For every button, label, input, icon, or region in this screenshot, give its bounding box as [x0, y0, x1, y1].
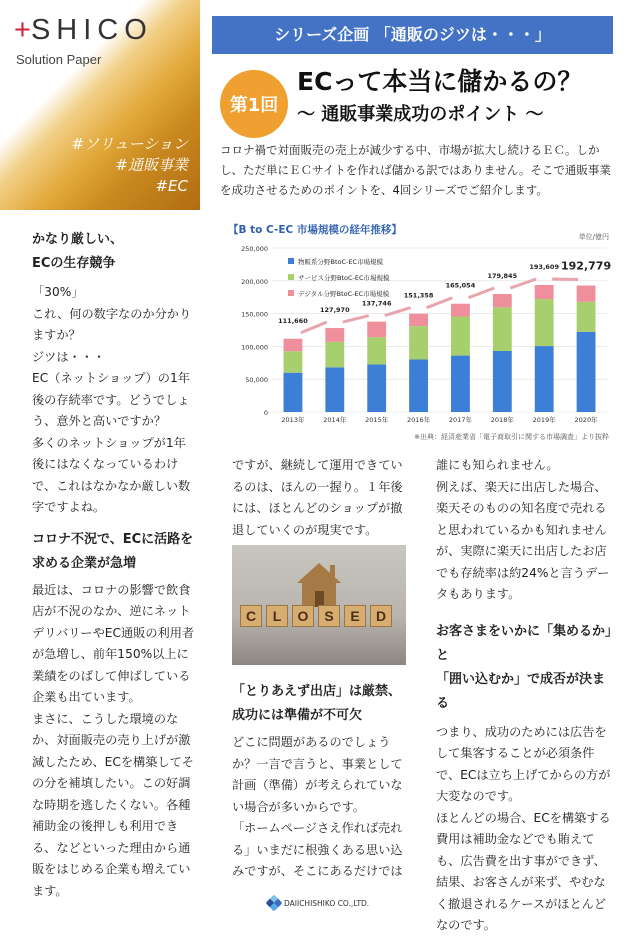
paragraph: 多くのネットショップが1年後にはなくなっているわけで、これはなかなか厳しい数字ですよね。: [32, 435, 191, 514]
bar-segment: [451, 304, 470, 317]
legend-label: 物販系分野BtoC-EC市場規模: [298, 258, 384, 266]
bar-segment: [493, 294, 512, 307]
bar-segment: [451, 356, 470, 412]
bar-segment: [577, 302, 596, 332]
bar-segment: [493, 351, 512, 412]
left-column: [32, 228, 197, 902]
chart-svg: [222, 220, 617, 430]
letter-block: L: [266, 605, 288, 627]
paragraph: 「30%」: [32, 285, 84, 299]
bar-segment: [535, 346, 554, 412]
hashtags: [71, 134, 188, 197]
total-label: 127,970: [320, 306, 350, 315]
right-column: [436, 455, 613, 937]
section-heading: ECの生存競争: [32, 256, 116, 271]
x-tick-label: 2018年: [490, 416, 514, 424]
chart-title: 【B to C-EC 市場規模の経年推移】: [228, 224, 402, 236]
page-subtitle: ～ 通販事業成功のポイント ～: [297, 104, 544, 125]
paragraph: ですが、継続して運用できているのは、ほんの一握り。１年後には、ほとんどのショップが撤退していくのが現実です。: [232, 458, 403, 537]
letter-block: D: [370, 605, 392, 627]
bar-segment: [577, 332, 596, 412]
middle-column: [232, 455, 407, 541]
legend-label: サービス分野BtoC-EC市場規模: [298, 274, 390, 282]
x-tick-label: 2020年: [574, 416, 598, 424]
chart-source: ※出典：経済産業省「電子商取引に関する市場調査」より抜粋: [414, 433, 609, 441]
house-icon: [292, 555, 347, 610]
tag: #ソリューション: [71, 135, 188, 153]
total-label: 179,845: [487, 272, 518, 281]
legend-swatch: [288, 258, 294, 264]
bar-segment: [367, 365, 386, 412]
bar-segment: [325, 342, 344, 367]
bar-segment: [325, 328, 344, 342]
market-size-chart: [222, 220, 617, 445]
y-tick-label: 100,000: [241, 343, 268, 352]
trend-arrow: [510, 279, 536, 288]
bar-segment: [493, 307, 512, 351]
tag: #EC: [155, 177, 188, 195]
total-label: 193,609: [529, 262, 559, 271]
legend-label: デジタル分野BtoC-EC市場規模: [298, 290, 390, 298]
trend-arrow: [552, 279, 578, 280]
paragraph: 最近は、コロナの影響で飲食店が不況のなか、逆にネットデリバリーやEC通販の利用者が急増し、前年150%以上に業績をのばして伸ばしている企業も出ています。: [32, 582, 195, 704]
letter-block: C: [240, 605, 262, 627]
paragraph: これ、何の数字なのか分かりますか？: [32, 306, 192, 342]
page-title: ECって本当に儲かるの？: [297, 67, 583, 96]
letter-block: S: [318, 605, 340, 627]
x-tick-label: 2013年: [281, 416, 305, 424]
bar-segment: [284, 339, 303, 351]
y-tick-label: 150,000: [241, 310, 268, 319]
middle-column-lower: [232, 680, 407, 883]
paragraph: 誰にも知られません。: [436, 458, 559, 472]
y-tick-label: 50,000: [245, 376, 268, 385]
x-tick-label: 2019年: [532, 416, 556, 424]
bar-segment: [325, 367, 344, 412]
company-logo: +SHICO: [14, 14, 153, 46]
legend-swatch: [288, 274, 294, 280]
solution-paper-label: Solution Paper: [16, 52, 102, 67]
total-label: 137,746: [361, 299, 392, 308]
bar-segment: [535, 299, 554, 346]
issue-badge: 第1回: [220, 70, 288, 138]
y-tick-label: 200,000: [241, 277, 268, 286]
section-heading: 求める企業が急増: [32, 555, 137, 571]
x-tick-label: 2016年: [407, 416, 431, 424]
chart-unit: 単位/億円: [578, 233, 609, 241]
footer-logo: DAIICHISHIKO CO.,LTD.: [268, 897, 369, 909]
trend-arrow: [343, 316, 369, 322]
paragraph: 例えば、楽天に出店した場合、楽天そのものの知名度で売れると思われているかも知れませんが、実際に楽天に出店したお店でも存続率は約24%と言うデータもあります。: [436, 479, 610, 601]
section-heading: お客さまをいかに「集めるか」と: [436, 623, 612, 663]
x-tick-label: 2014年: [323, 416, 347, 424]
x-tick-label: 2015年: [365, 416, 389, 424]
total-label: 165,054: [445, 281, 476, 290]
paragraph: ジツは・・・: [32, 349, 106, 364]
bar-segment: [284, 373, 303, 412]
series-banner: シリーズ企画 「通販のジツは・・・」: [212, 16, 613, 54]
total-label: 111,660: [278, 316, 308, 325]
section-heading: 成功には準備が不可欠: [232, 708, 363, 723]
paragraph: どこに問題があるのでしょうか？一言で言うと、事業として計画（準備）が考えられていない場合が多いからです。: [232, 735, 403, 814]
tag: #通販事業: [115, 156, 188, 174]
paragraph: EC（ネットショップ）の1年後の存続率です。どうでしょう、意外と高いですか？: [32, 371, 190, 428]
bar-segment: [535, 285, 554, 299]
section-heading: 「とりあえず出店」は厳禁、: [232, 684, 402, 699]
paragraph: ほとんどの場合、ECを構築する費用は補助金などでも賄えても、広告費を出す事ができず、結果、お客さんが来ず、やむなく撤退されるケースがほとんどなのです。: [436, 810, 611, 932]
total-label: 151,358: [403, 291, 434, 300]
bar-segment: [409, 359, 428, 412]
bar-segment: [451, 317, 470, 356]
trend-arrow: [385, 308, 411, 316]
y-tick-label: 0: [263, 409, 268, 417]
letter-block: E: [344, 605, 366, 627]
closed-sign-photo: [232, 545, 406, 665]
intro-text: コロナ禍で対面販売の売上が減少する中、市場が拡大し続けるＥＣ。しかし、ただ単にＥＣサイトを作れば儲かる訳ではありません。そこで通販事業を成功させるためのポイントを、4回シリーズでご紹介します。: [220, 143, 611, 197]
y-tick-label: 250,000: [241, 245, 268, 253]
paragraph: 「ホームページさえ作れば売れる」いまだに根強くある思い込みですが、そこにあるだけでは: [232, 821, 403, 878]
section-heading: コロナ不況で、ECに活路を: [32, 531, 194, 547]
legend-swatch: [288, 290, 294, 296]
header-gold-block: [0, 0, 200, 210]
section-heading: かなり厳しい、: [32, 232, 124, 247]
bar-segment: [409, 314, 428, 326]
bar-segment: [367, 337, 386, 364]
paragraph: まさに、こうした環境のなか、対面販売の売り上げが激減したため、ECを構築してその分を補填したい。この好調な時期を逃したくない。各種補助金の後押しも利用できる、などといった理由から通販をはじめる企業も増えています。: [32, 711, 194, 898]
total-label: 192,779: [561, 259, 612, 273]
bar-segment: [367, 322, 386, 338]
company-mark-icon: [266, 895, 283, 912]
paragraph: つまり、成功のためには広告をして集客することが必須条件で、ECは立ち上げてからの方が大変なのです。: [436, 724, 611, 803]
bar-segment: [409, 326, 428, 359]
section-heading: 「囲い込むか」で成否が決まる: [436, 671, 606, 711]
bar-segment: [284, 351, 303, 373]
bar-segment: [577, 286, 596, 302]
letter-block: O: [292, 605, 314, 627]
x-tick-label: 2017年: [448, 416, 472, 424]
